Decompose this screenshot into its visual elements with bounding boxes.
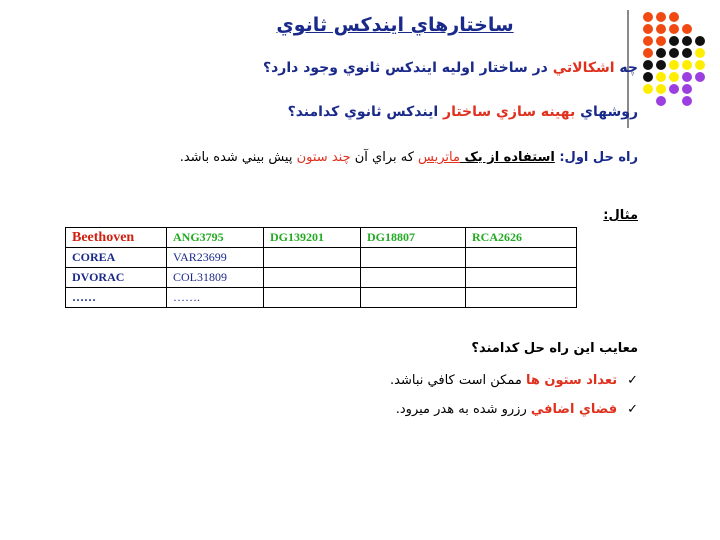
dot — [682, 48, 692, 58]
table-cell: RCA2626 — [466, 228, 577, 248]
solution-matrix: ماتريس — [418, 150, 460, 165]
slide-title: ساختارهاي ايندکس ثانوي — [276, 14, 514, 36]
table-cell — [361, 288, 466, 308]
dot — [669, 12, 679, 22]
dot — [656, 84, 666, 94]
q2-highlight-1: بهينه سازي — [496, 104, 576, 120]
dot — [669, 48, 679, 58]
dot — [669, 24, 679, 34]
drawbacks-title — [471, 341, 638, 356]
dot — [656, 24, 666, 34]
table-cell: DVORAC — [66, 268, 167, 288]
table-cell: COL31809 — [167, 268, 264, 288]
dot — [656, 72, 666, 82]
table-cell: ……. — [167, 288, 264, 308]
table-cell — [466, 288, 577, 308]
dot — [656, 12, 666, 22]
dot — [656, 48, 666, 58]
drawbacks-text: معايب اين راه حل کدامند؟ — [471, 341, 638, 356]
dot — [643, 48, 653, 58]
table-cell: …… — [66, 288, 167, 308]
bullet-2-highlight: فضاي اضافي — [530, 402, 618, 417]
check-icon: ✓ — [627, 402, 638, 417]
table-cell: DG139201 — [264, 228, 361, 248]
dot — [682, 96, 692, 106]
dot — [682, 84, 692, 94]
bullet-2-rest: رزرو شده به هدر ميرود. — [395, 402, 531, 417]
q1-post: در ساختار اوليه ايندکس ثانوي وجود دارد؟ — [262, 60, 553, 76]
dot — [643, 12, 653, 22]
q1-highlight: اشکالاتي — [552, 60, 615, 76]
dot — [682, 60, 692, 70]
table-cell: ANG3795 — [167, 228, 264, 248]
q1-pre: چه — [614, 60, 638, 76]
table-row — [66, 268, 577, 288]
table-cell — [264, 288, 361, 308]
q2-highlight-2: ساختار — [443, 104, 492, 120]
solution-bold: استفاده از یک — [459, 150, 555, 165]
dot — [695, 36, 705, 46]
dot — [656, 60, 666, 70]
bullet-1 — [390, 373, 638, 388]
matrix-table — [65, 227, 577, 308]
dot — [643, 72, 653, 82]
dot — [643, 24, 653, 34]
dot — [656, 36, 666, 46]
table-cell — [466, 248, 577, 268]
table-row — [66, 228, 577, 248]
dot — [669, 84, 679, 94]
table-cell: VAR23699 — [167, 248, 264, 268]
q2-post: ايندکس ثانوي کدامند؟ — [287, 104, 444, 120]
dot — [682, 72, 692, 82]
table-row — [66, 288, 577, 308]
bullet-1-rest: ممکن است کافي نباشد. — [390, 373, 526, 388]
bullet-2 — [396, 402, 638, 417]
dot — [695, 48, 705, 58]
dot — [695, 72, 705, 82]
table-cell — [361, 248, 466, 268]
q2-pre: روشهاي — [575, 104, 638, 120]
solution-tail: پيش بيني شده باشد. — [179, 150, 297, 165]
table-row — [66, 248, 577, 268]
solution-columns: چند ستون — [296, 150, 351, 165]
table-cell — [264, 248, 361, 268]
dot — [669, 60, 679, 70]
solution-mid: که براي آن — [350, 150, 419, 165]
table-cell: COREA — [66, 248, 167, 268]
question-2 — [288, 104, 638, 120]
dot — [656, 96, 666, 106]
table-cell — [361, 268, 466, 288]
table-cell — [466, 268, 577, 288]
solution-line — [180, 150, 638, 165]
example-label: مثال: — [603, 208, 638, 223]
dot — [643, 84, 653, 94]
table-cell — [264, 268, 361, 288]
check-icon: ✓ — [627, 373, 638, 388]
question-1 — [263, 60, 638, 76]
dot — [695, 60, 705, 70]
dot — [669, 36, 679, 46]
dot — [682, 36, 692, 46]
decorative-dots — [641, 10, 720, 120]
table-cell: Beethoven — [66, 228, 167, 248]
bullet-1-highlight: تعداد ستون ها — [525, 373, 618, 388]
solution-label: راه حل اول: — [554, 150, 638, 165]
table-cell: DG18807 — [361, 228, 466, 248]
dot — [669, 72, 679, 82]
dot — [682, 24, 692, 34]
dot — [643, 36, 653, 46]
dot — [643, 60, 653, 70]
